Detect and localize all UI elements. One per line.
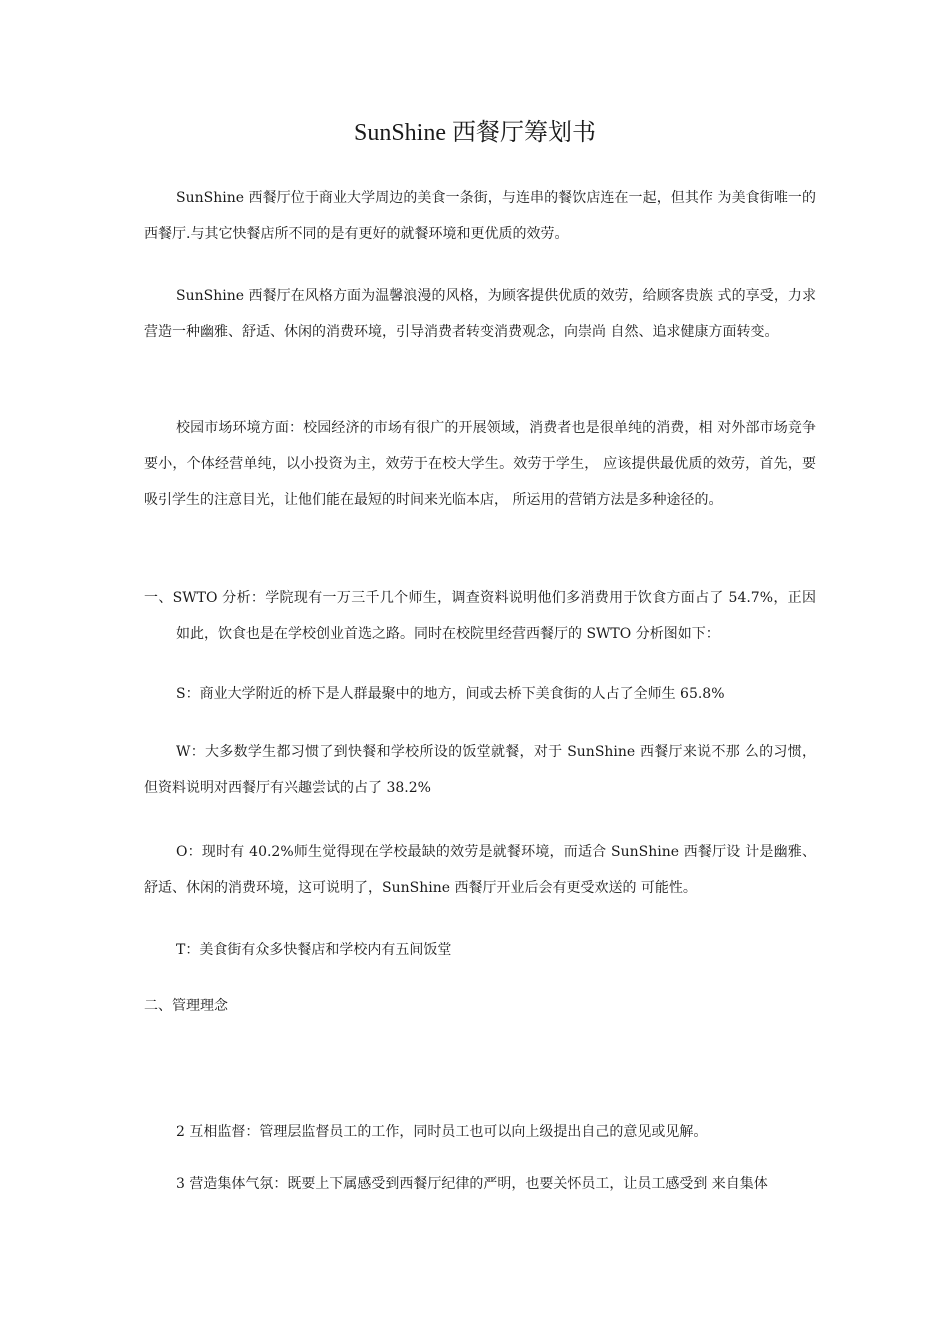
swot-opportunity-paragraph: O：现时有 40.2%师生觉得现在学校最缺的效劳是就餐环境，而适合 SunShine 西餐厅设 计是幽雅、舒适、休闲的消费环境，这可说明了，SunShine 西餐厅开业后会有更受欢送的 可能性。	[144, 844, 816, 896]
style-paragraph: SunShine 西餐厅在风格方面为温馨浪漫的风格，为顾客提供优质的效劳，给顾客贵族 式的享受，力求营造一种幽雅、舒适、休闲的消费环境，引导消费者转变消费观念，向崇尚 自然、追求健康方面转变。	[144, 288, 816, 340]
swot-weakness-paragraph: W：大多数学生都习惯了到快餐和学校所设的饭堂就餐，对于 SunShine 西餐厅来说不那 么的习惯，但资料说明对西餐厅有兴趣尝试的占了 38.2%	[144, 744, 816, 796]
swot-intro-paragraph: 一、SWTO 分析：学院现有一万三千几个师生，调查资料说明他们多消费用于饮食方面占了 54.7%，正因如此，饮食也是在学校创业首选之路。同时在校院里经营西餐厅的 SWTO 分析图如下：	[144, 590, 816, 642]
management-item-3: 3 营造集体气氛：既要上下属感受到西餐厅纪律的严明，也要关怀员工，让员工感受到 来自集体	[176, 1176, 768, 1192]
section-heading-management: 二、管理理念	[144, 998, 228, 1014]
intro-paragraph: SunShine 西餐厅位于商业大学周边的美食一条街，与连串的餐饮店连在一起，但其作 为美食街唯一的西餐厅.与其它快餐店所不同的是有更好的就餐环境和更优质的效劳。	[144, 190, 816, 242]
swot-threat-paragraph: T：美食街有众多快餐店和学校内有五间饭堂	[176, 942, 452, 958]
swot-strength-paragraph: S：商业大学附近的桥下是人群最聚中的地方，间或去桥下美食街的人占了全师生 65.8%	[176, 686, 725, 702]
management-item-2: 2 互相监督：管理层监督员工的工作，同时员工也可以向上级提出自己的意见或见解。	[176, 1124, 708, 1140]
market-paragraph: 校园市场环境方面：校园经济的市场有很广的开展领域，消费者也是很单纯的消费，相 对外部市场竞争要小，个体经营单纯，以小投资为主，效劳于在校大学生。效劳于学生， 应该提供最优质的效劳，首先，要吸引学生的注意目光，让他们能在最短的时间来光临本店， 所运用的营销方法是多种途径的。	[144, 420, 816, 508]
document-title: SunShine 西餐厅筹划书	[353, 120, 596, 146]
